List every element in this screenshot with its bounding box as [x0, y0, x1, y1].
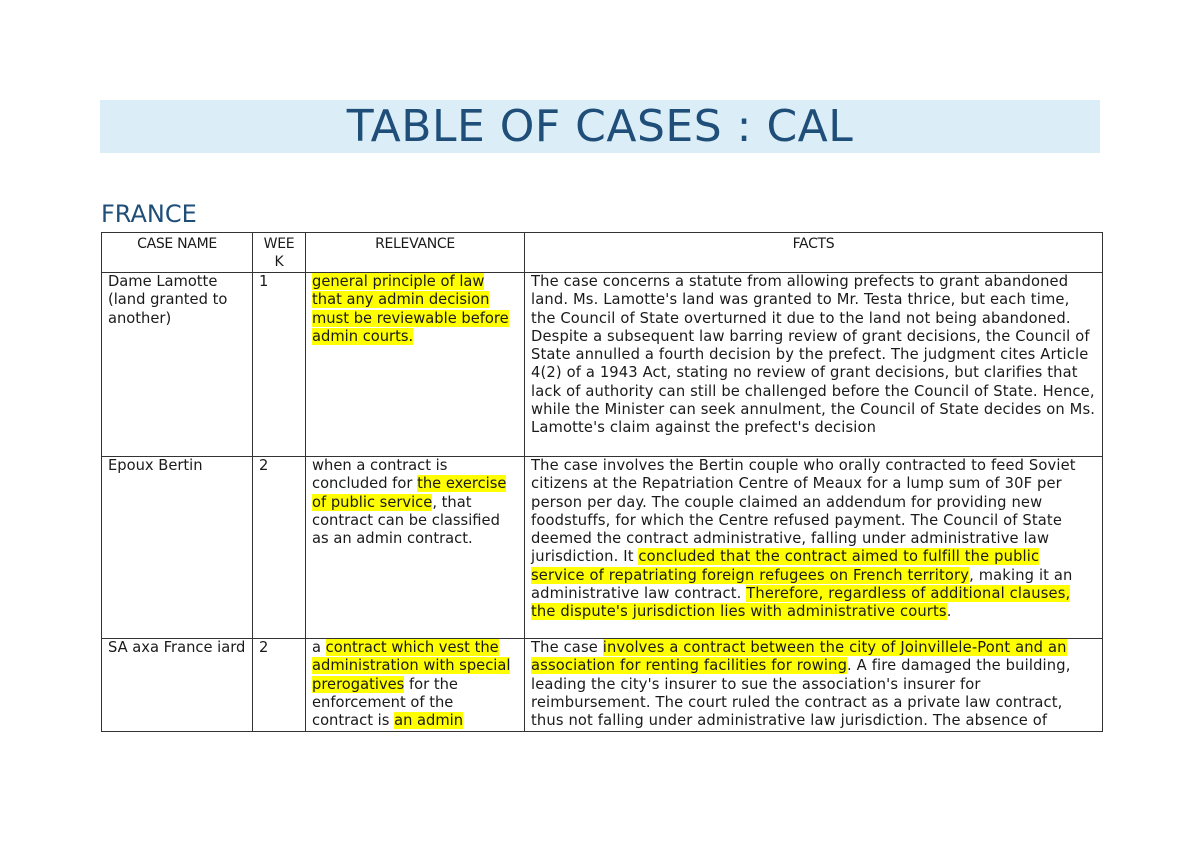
facts-text [531, 273, 1096, 438]
facts-cell [525, 273, 1103, 457]
text-segment: a [312, 639, 326, 656]
relevance-cell [306, 639, 525, 732]
highlighted-text: concluded that the contract aimed to fulfill the public service of repatriating foreign refugees on French territory [531, 548, 1040, 584]
highlighted-text: general principle of law that any admin decision must be reviewable before admin courts. [312, 273, 509, 345]
header-case-name: CASE NAME [102, 233, 253, 273]
highlighted-text: contract which vest the administration with special prerogatives [312, 639, 511, 693]
cases-table [101, 232, 1103, 732]
facts-cell [525, 457, 1103, 639]
facts-cell [525, 639, 1103, 732]
highlighted-text: the exercise of public service [312, 475, 507, 511]
relevance-text [312, 639, 518, 730]
header-facts: FACTS [525, 233, 1103, 273]
week-cell: 1 [253, 273, 306, 457]
document-title: TABLE OF CASES : CAL [346, 101, 854, 152]
text-segment: , that contract can be classified as an admin contract. [312, 493, 500, 548]
table-row [102, 639, 1103, 732]
case-name-cell: Epoux Bertin [102, 457, 253, 639]
highlighted-text: involves a contract between the city of Joinvillele-Pont and an association for renting facilities for rowing [531, 639, 1067, 675]
relevance-cell [306, 273, 525, 457]
text-segment: The case involves the Bertin couple who orally contracted to feed Soviet citizens at the Repatriation Centre of Meaux for a lump sum of 30F per person per day. The couple claimed an addendum for providing new foodstuffs, for which the Centre refused payment. The Council of State deemed the contract administrative, falling under administrative law jurisdiction. It [531, 457, 1076, 566]
table-row [102, 273, 1103, 457]
facts-text [531, 639, 1096, 730]
text-segment: when a contract is concluded for [312, 457, 448, 493]
relevance-text [312, 273, 518, 346]
text-segment: for the enforcement of the contract is [312, 675, 458, 730]
case-name-cell: SA axa France iard [102, 639, 253, 732]
section-heading-france: FRANCE [101, 200, 197, 228]
text-segment: The case concerns a statute from allowing prefects to grant abandoned land. Ms. Lamotte's land was granted to Mr. Testa thrice, but each time, the Council of State overturned it due to the land not being abandoned. Despite a subsequent law barring review of grant decisions, the Council of State annulled a fourth decision by the prefect. The judgment cites Article 4(2) of a 1943 Act, stating no review of grant decisions, but clarifies that lack of authority can still be challenged before the Council of State. Hence, while the Minister can seek annulment, the Council of State decides on Ms. Lamotte's claim against the prefect's decision [531, 273, 1096, 437]
header-relevance: RELEVANCE [306, 233, 525, 273]
text-segment: , making it an administrative law contract. [531, 566, 1073, 603]
case-name-cell: Dame Lamotte (land granted to another) [102, 273, 253, 457]
week-cell: 2 [253, 457, 306, 639]
text-segment: . [946, 603, 952, 621]
table-row [102, 457, 1103, 639]
relevance-text [312, 457, 518, 548]
week-cell: 2 [253, 639, 306, 732]
text-segment: . A fire damaged the building, leading the city's insurer to sue the association's insurer for reimbursement. The court ruled the contract as a private law contract, thus not falling under administrative law jurisdiction. The absence of [531, 657, 1071, 730]
text-segment: The case [531, 639, 603, 656]
highlighted-text: Therefore, regardless of additional clauses, the dispute's jurisdiction lies with administrative courts [531, 585, 1071, 621]
relevance-cell [306, 457, 525, 639]
table-header-row [102, 233, 1103, 273]
facts-text [531, 457, 1096, 622]
header-week: WEE K [253, 233, 306, 273]
highlighted-text: an admin [394, 712, 464, 730]
title-banner [100, 100, 1100, 153]
